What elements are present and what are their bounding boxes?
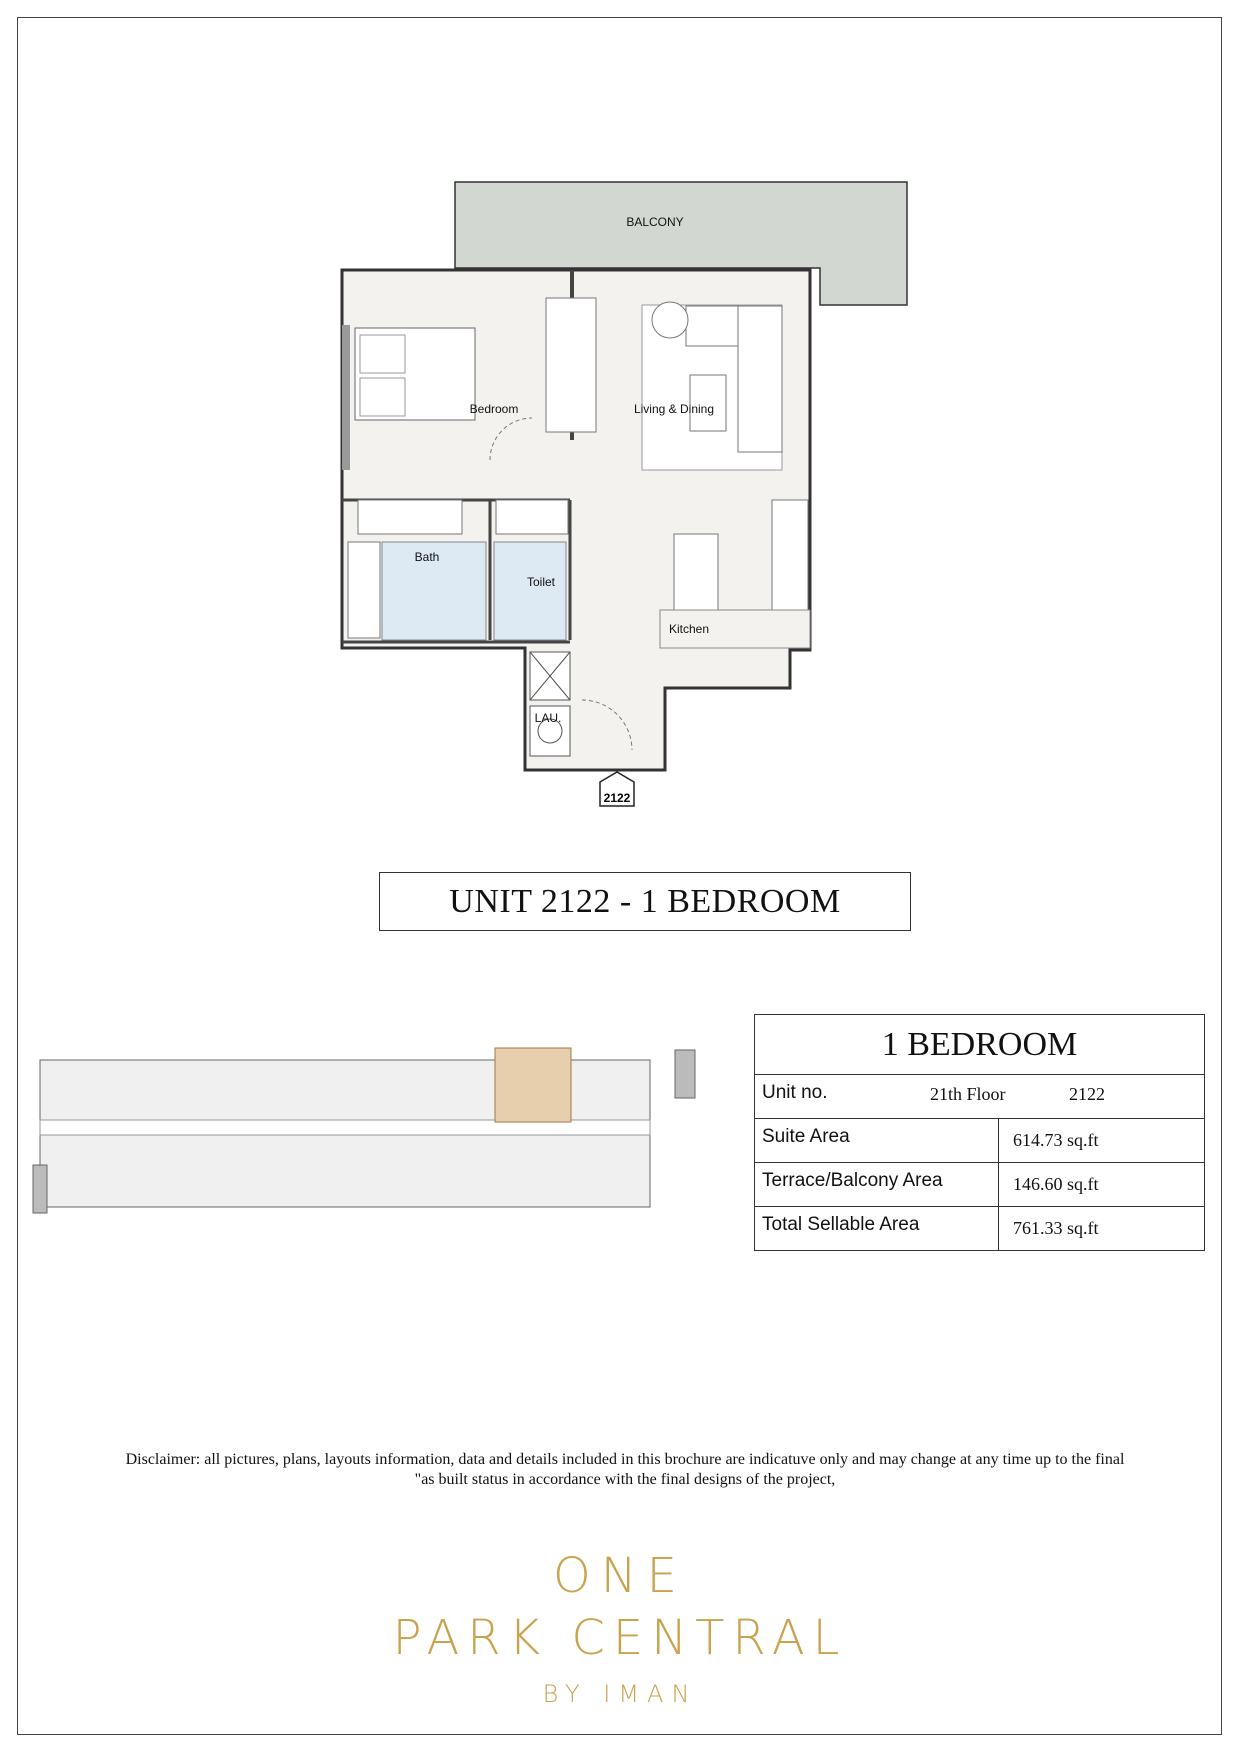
total-area-label: Total Sellable Area <box>762 1214 920 1235</box>
room-label-laundry: LAU. <box>534 711 562 725</box>
suite-area-value: 614.73 sq.ft <box>1013 1130 1099 1150</box>
total-area-value: 761.33 sq.ft <box>1013 1218 1099 1238</box>
disclaimer-line-2: "as built status in accordance with the final designs of the project, <box>414 1471 836 1488</box>
info-row-unit <box>755 1075 1204 1119</box>
floor-value: 21th Floor <box>930 1084 1006 1104</box>
info-header: 1 BEDROOM <box>755 1015 1204 1075</box>
room-label-toilet: Toilet <box>526 575 556 589</box>
suite-area-label: Suite Area <box>762 1126 850 1147</box>
room-label-bedroom: Bedroom <box>469 402 519 416</box>
dining-table <box>674 534 718 620</box>
room-label-balcony: BALCONY <box>626 215 684 229</box>
info-row-total <box>755 1207 1204 1251</box>
logo-line-one: ONE <box>552 1548 687 1604</box>
room-label-kitchen: Kitchen <box>668 622 710 636</box>
sofa-side <box>686 306 738 346</box>
unit-title: UNIT 2122 - 1 BEDROOM <box>379 872 911 931</box>
keyplan-right-end <box>675 1050 695 1098</box>
wardrobe <box>546 298 596 432</box>
room-label-bath: Bath <box>414 550 440 564</box>
wardrobe-bath <box>358 500 462 534</box>
sofa <box>738 306 782 452</box>
toilet-area <box>494 542 566 640</box>
armchair <box>652 302 688 338</box>
unit-number: 2122 <box>1069 1084 1105 1104</box>
unit-label: Unit no. <box>762 1082 828 1103</box>
unit-tag-label: 2122 <box>603 791 631 805</box>
keyplan-wing-bottom <box>40 1135 650 1207</box>
disclaimer <box>60 1450 1190 1490</box>
info-row-suite <box>755 1119 1204 1163</box>
bathtub <box>348 542 380 638</box>
wardrobe-toilet <box>496 500 568 534</box>
room-label-living: Living & Dining <box>633 402 715 416</box>
brand-logo <box>300 1528 940 1708</box>
keyplan-highlight-unit <box>495 1048 571 1122</box>
terrace-area-label: Terrace/Balcony Area <box>762 1170 943 1191</box>
bed-pillow <box>360 378 405 416</box>
disclaimer-line-1: Disclaimer: all pictures, plans, layouts information, data and details included in this brochure are indicatuve only and may change at any time up to the final <box>125 1451 1125 1468</box>
unit-info-table <box>754 1014 1205 1251</box>
info-row-terrace <box>755 1163 1204 1207</box>
logo-line-park-central: PARK CENTRAL <box>392 1610 848 1666</box>
key-plan <box>30 1040 730 1220</box>
floor-plan <box>330 170 930 810</box>
window-left <box>342 325 350 470</box>
keyplan-left-end <box>33 1165 47 1213</box>
terrace-area-value: 146.60 sq.ft <box>1013 1174 1099 1194</box>
logo-line-by-iman: BY IMAN <box>542 1680 698 1708</box>
bed-pillow <box>360 335 405 373</box>
